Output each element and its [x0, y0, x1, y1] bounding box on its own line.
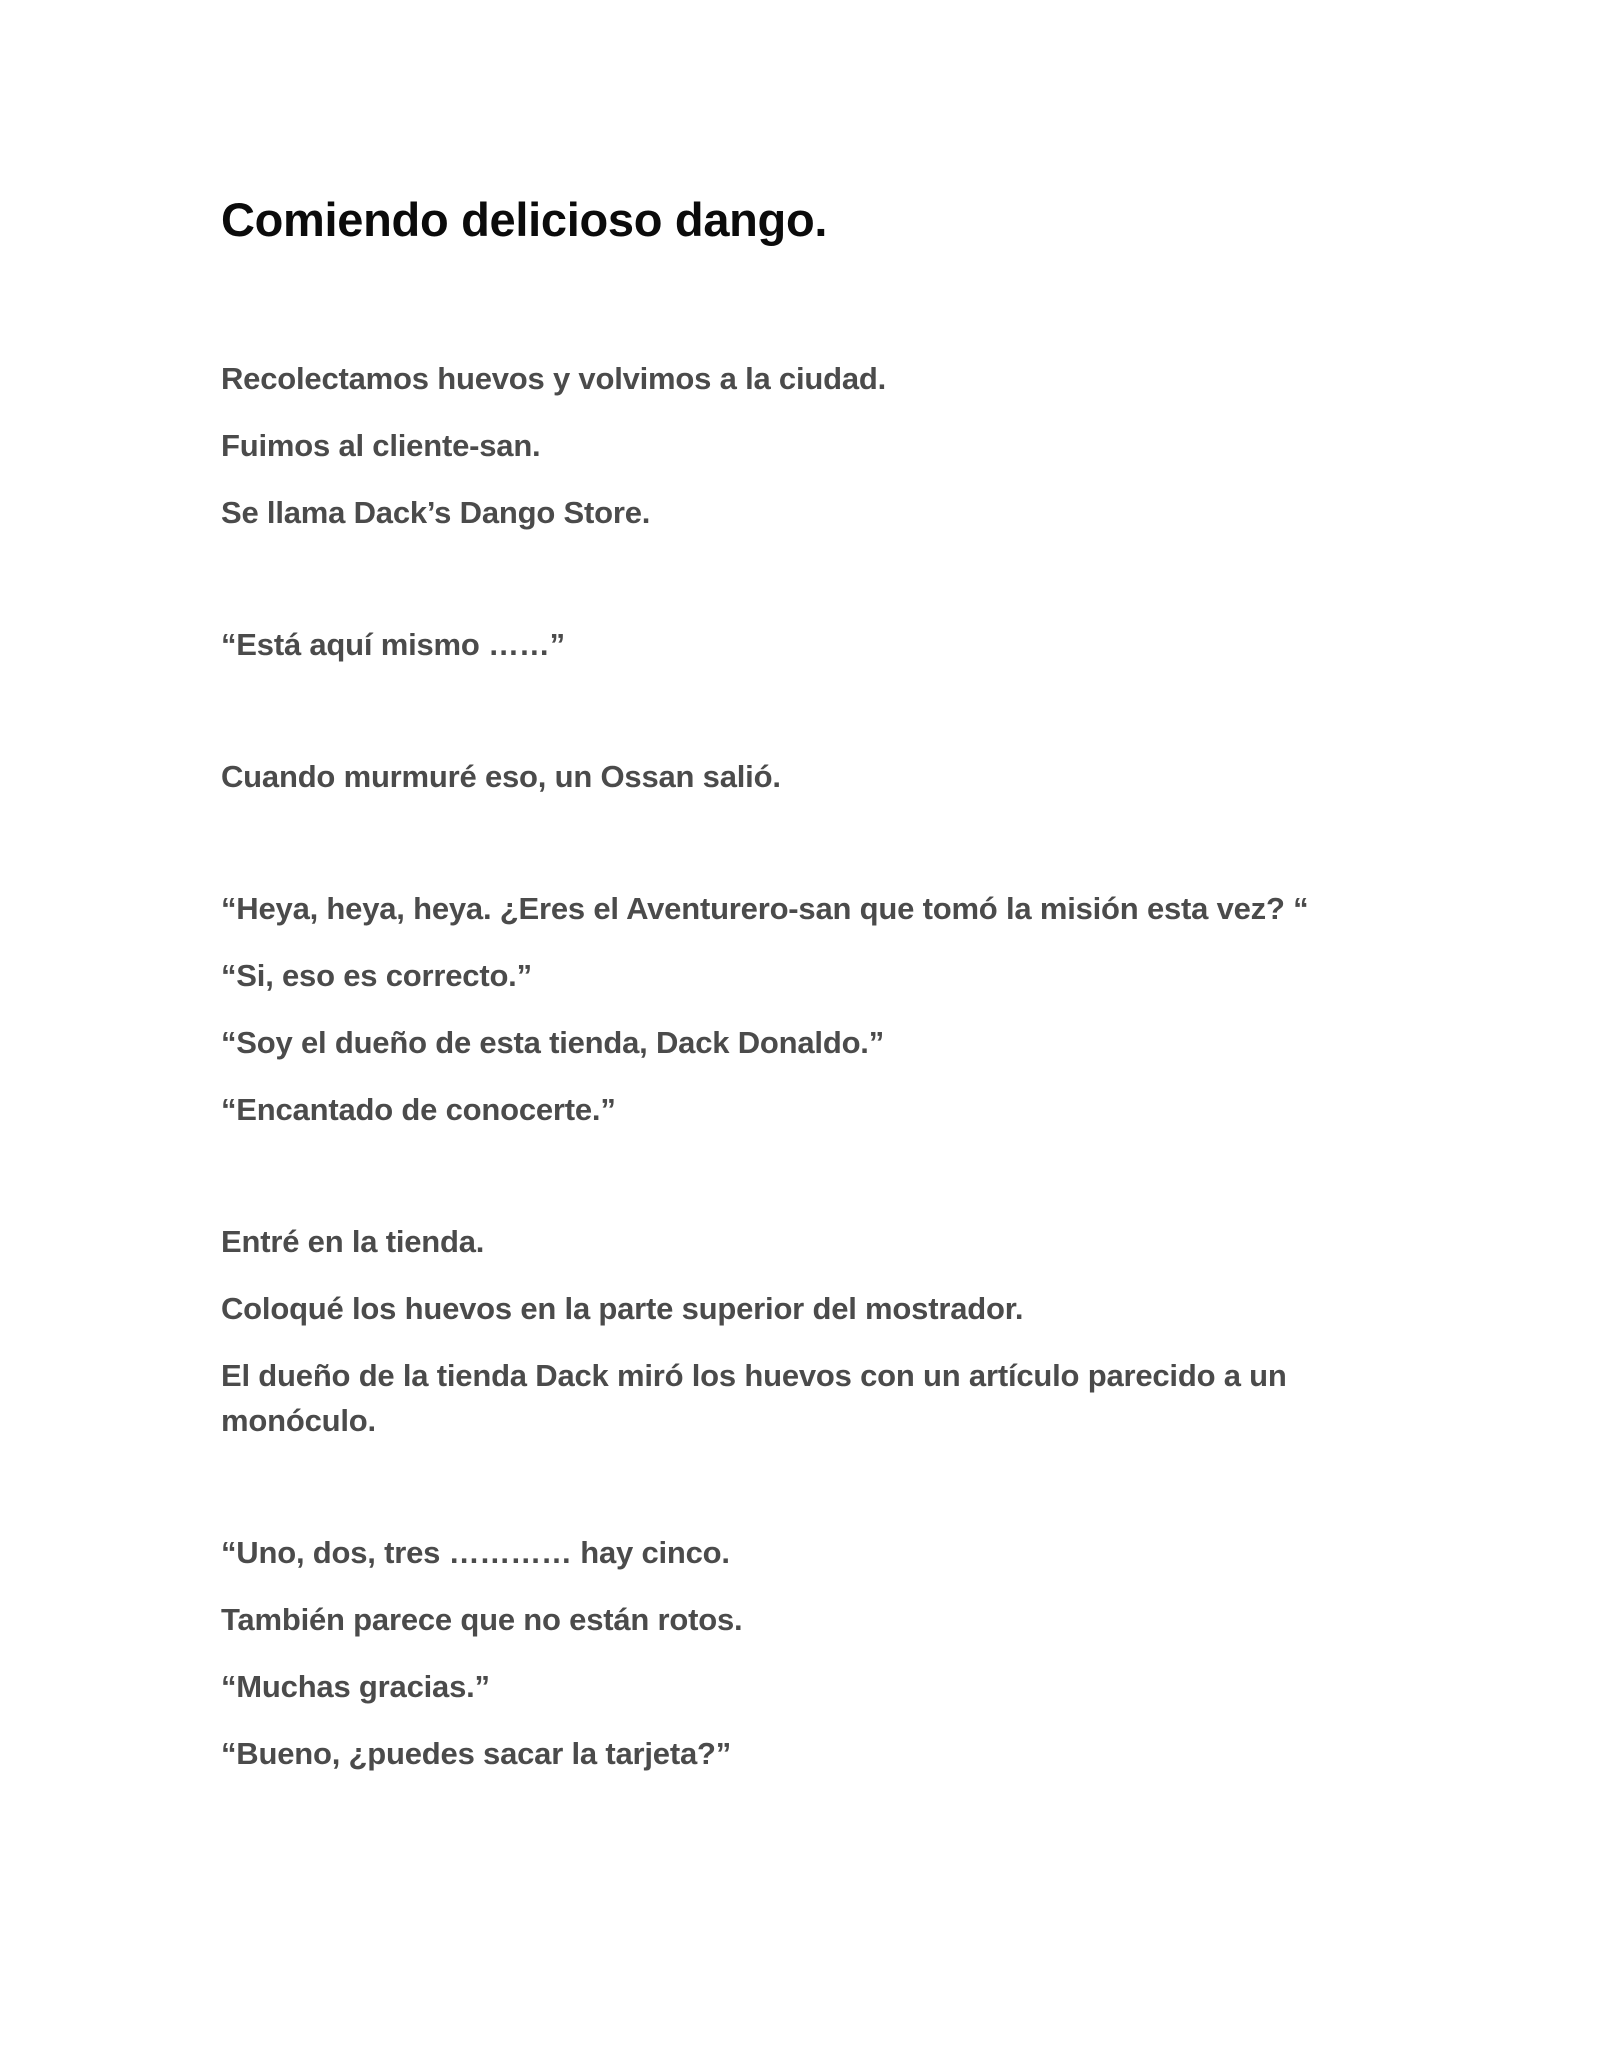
- paragraph: Entré en la tienda.: [221, 1224, 485, 1259]
- paragraph: Cuando murmuré eso, un Ossan salió.: [221, 759, 781, 794]
- paragraph: “Uno, dos, tres ………… hay cinco.: [221, 1535, 730, 1570]
- paragraph: Se llama Dack’s Dango Store.: [221, 495, 651, 530]
- document-body: [221, 192, 1381, 1776]
- paragraph: El dueño de la tienda Dack miró los huevos con un artículo parecido a un monóculo.: [221, 1358, 1287, 1438]
- paragraph: Fuimos al cliente-san.: [221, 428, 541, 463]
- paragraph: “Si, eso es correcto.”: [221, 958, 532, 993]
- paragraph: “Soy el dueño de esta tienda, Dack Donaldo.”: [221, 1025, 885, 1060]
- paragraph: “Bueno, ¿puedes sacar la tarjeta?”: [221, 1736, 732, 1771]
- page-title: Comiendo delicioso dango.: [221, 193, 828, 246]
- paragraph: “Heya, heya, heya. ¿Eres el Aventurero-san que tomó la misión esta vez? “: [221, 891, 1309, 926]
- paragraph: “Muchas gracias.”: [221, 1669, 490, 1704]
- paragraph: También parece que no están rotos.: [221, 1602, 743, 1637]
- paragraph: Coloqué los huevos en la parte superior del mostrador.: [221, 1291, 1024, 1326]
- paragraph: “Encantado de conocerte.”: [221, 1092, 616, 1127]
- paragraph: Recolectamos huevos y volvimos a la ciudad.: [221, 361, 887, 396]
- paragraph: “Está aquí mismo ……”: [221, 627, 565, 662]
